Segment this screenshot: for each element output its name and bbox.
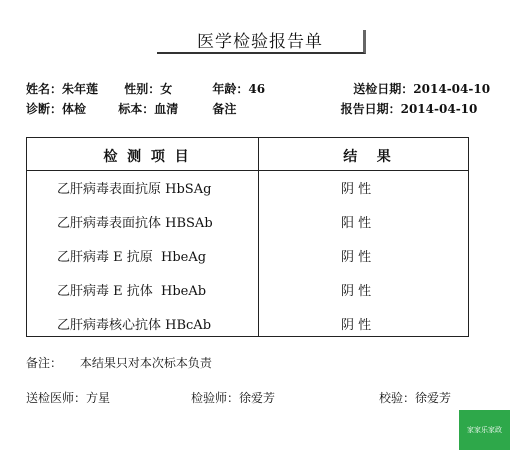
table-row-result: 阴 性 [341, 250, 372, 265]
report-date: 报告日期：2014-04-10 [340, 102, 478, 116]
table-row-item: 乙肝病毒 E 抗体 HbeAb [57, 284, 207, 299]
inspector: 检验师：徐爱芳 [191, 391, 276, 405]
patient-name: 姓名：朱年莲 [26, 82, 99, 96]
watermark-badge: 家家乐家政 [459, 410, 510, 450]
header-divider [27, 170, 468, 171]
table-header-result: 结 果 [343, 149, 391, 165]
diagnosis: 诊断：体检 [26, 102, 87, 116]
table-row-item: 乙肝病毒表面抗原 HbSAg [57, 182, 212, 197]
column-divider [258, 138, 259, 336]
specimen: 标本：血清 [118, 102, 179, 116]
table-row-item: 乙肝病毒表面抗体 HBSAb [57, 216, 213, 231]
patient-age: 年龄：46 [212, 82, 266, 96]
table-row-result: 阴 性 [341, 284, 372, 299]
table-header-item: 检 测 项 目 [103, 149, 189, 165]
patient-info-row-1 [26, 82, 490, 96]
referring-doctor: 送检医师：方星 [26, 391, 111, 405]
results-table [26, 137, 469, 337]
table-row-result: 阳 性 [341, 216, 372, 231]
notes-text: 本结果只对本次标本负责 [79, 356, 212, 370]
report-title-box [157, 30, 366, 54]
table-row-result: 阴 性 [341, 318, 372, 333]
notes-label: 备注： [26, 356, 63, 370]
table-row-result: 阴 性 [341, 182, 372, 197]
submit-date: 送检日期：2014-04-10 [353, 82, 491, 96]
checker: 校验：徐爱芳 [379, 391, 452, 405]
notes [26, 354, 212, 371]
table-row-item: 乙肝病毒 E 抗原 HbeAg [57, 250, 207, 265]
patient-info-row-2 [26, 102, 477, 116]
report-title: 医学检验报告单 [197, 32, 323, 52]
table-row-item: 乙肝病毒核心抗体 HBcAb [57, 318, 212, 333]
remark-label: 备注 [212, 102, 237, 116]
patient-gender: 性别：女 [124, 82, 173, 96]
